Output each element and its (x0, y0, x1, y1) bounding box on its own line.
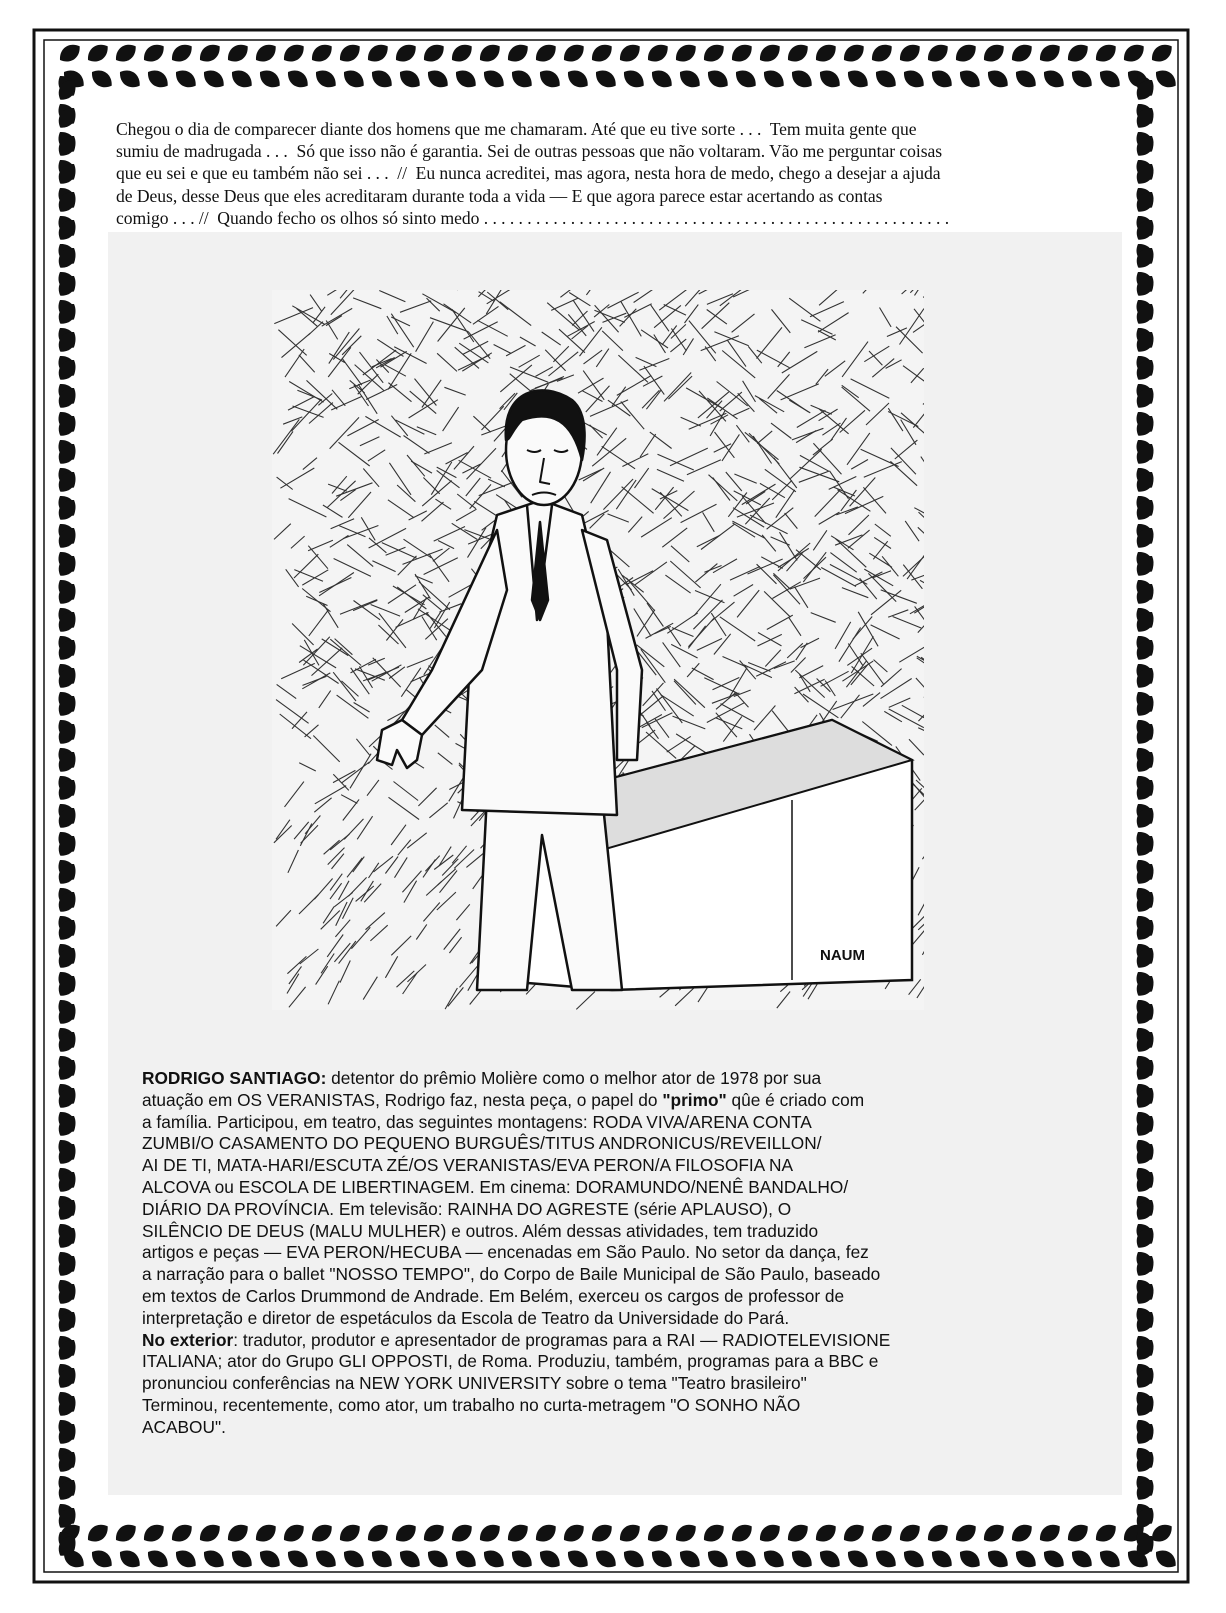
laurel-leaf (364, 1520, 392, 1546)
laurel-leaf (812, 1520, 840, 1546)
laurel-leaf (924, 40, 952, 66)
laurel-leaf (144, 1546, 172, 1572)
laurel-leaf (672, 1520, 700, 1546)
laurel-leaf (1040, 66, 1068, 92)
laurel-leaf (396, 1546, 424, 1572)
laurel-leaf (284, 66, 312, 92)
bio-line: artigos e peças — EVA PERON/HECUBA — encenadas em São Paulo. No setor da dança, fez (142, 1242, 869, 1263)
laurel-leaf (280, 40, 308, 66)
laurel-leaf (424, 66, 452, 92)
laurel-leaf (760, 1546, 788, 1572)
laurel-leaf (312, 1546, 340, 1572)
laurel-leaf (140, 1520, 168, 1546)
laurel-leaf (900, 66, 928, 92)
laurel-leaf (336, 40, 364, 66)
laurel-leaf (252, 40, 280, 66)
laurel-leaf (1092, 40, 1120, 66)
laurel-leaf (424, 1546, 452, 1572)
quote-line: comigo . . . // Quando fecho os olhos só sinto medo . . . . . . . . . . . . . . . . . . . . . . . . . . . . . . . . . . . . . . . . . . . . . . . . . . . . . . (116, 207, 950, 228)
laurel-leaf (340, 1546, 368, 1572)
laurel-leaf (1148, 40, 1176, 66)
laurel-leaf (256, 1546, 284, 1572)
laurel-leaf (368, 66, 396, 92)
laurel-leaf (620, 66, 648, 92)
laurel-leaf (256, 66, 284, 92)
laurel-leaf (616, 1520, 644, 1546)
laurel-leaf (560, 1520, 588, 1546)
actor-biography (142, 1068, 1094, 1439)
laurel-leaf (396, 66, 424, 92)
bio-line: interpretação e diretor de espetáculos da Escola de Teatro da Universidade do Pará. (142, 1307, 790, 1328)
laurel-leaf (928, 1546, 956, 1572)
laurel-leaf (588, 40, 616, 66)
laurel-leaf (1064, 1520, 1092, 1546)
laurel-leaf (476, 1520, 504, 1546)
laurel-leaf (284, 1546, 312, 1572)
laurel-leaf (1040, 1546, 1068, 1572)
actor-name: RODRIGO SANTIAGO: (142, 1068, 327, 1088)
laurel-leaf (732, 1546, 760, 1572)
laurel-leaf (1120, 40, 1148, 66)
laurel-leaf (368, 1546, 396, 1572)
laurel-leaf (844, 1546, 872, 1572)
laurel-leaf (168, 1520, 196, 1546)
laurel-leaf (984, 1546, 1012, 1572)
bio-line: em textos de Carlos Drummond de Andrade. Em Belém, exerceu os cargos de professor de (142, 1285, 845, 1306)
laurel-leaf (560, 40, 588, 66)
laurel-leaf (144, 66, 172, 92)
laurel-leaf (88, 1546, 116, 1572)
laurel-leaf (1068, 66, 1096, 92)
laurel-leaf (84, 1520, 112, 1546)
laurel-leaf (312, 66, 340, 92)
quote-line: de Deus, desse Deus que eles acreditaram durante toda a vida — E que agora parece estar acertando as contas (116, 185, 883, 206)
laurel-leaf (616, 40, 644, 66)
laurel-leaf (952, 40, 980, 66)
laurel-leaf (704, 1546, 732, 1572)
ink-illustration-seated-man (272, 290, 924, 1010)
bio-line: Terminou, recentemente, como ator, um trabalho no curta-metragem "O SONHO NÃO (142, 1394, 801, 1415)
laurel-leaf (840, 1520, 868, 1546)
laurel-leaf (200, 66, 228, 92)
laurel-leaf (480, 66, 508, 92)
laurel-leaf (504, 1520, 532, 1546)
laurel-leaf (788, 66, 816, 92)
laurel-leaf (952, 1520, 980, 1546)
laurel-leaf (1036, 40, 1064, 66)
laurel-leaf (336, 1520, 364, 1546)
laurel-leaf (1008, 40, 1036, 66)
laurel-leaf (788, 1546, 816, 1572)
laurel-leaf (508, 1546, 536, 1572)
laurel-leaf (252, 1520, 280, 1546)
laurel-leaf (872, 66, 900, 92)
laurel-leaf (704, 66, 732, 92)
laurel-leaf (200, 1546, 228, 1572)
laurel-leaf (1092, 1520, 1120, 1546)
laurel-leaf (644, 1520, 672, 1546)
laurel-leaf (228, 66, 256, 92)
laurel-leaf (924, 1520, 952, 1546)
laurel-leaf (228, 1546, 256, 1572)
laurel-leaf (88, 66, 116, 92)
laurel-leaf (956, 66, 984, 92)
laurel-leaf (364, 40, 392, 66)
laurel-leaf (224, 40, 252, 66)
laurel-leaf (700, 40, 728, 66)
laurel-leaf (784, 40, 812, 66)
laurel-leaf (956, 1546, 984, 1572)
laurel-leaf (984, 66, 1012, 92)
laurel-leaf (56, 40, 84, 66)
laurel-leaf (728, 1520, 756, 1546)
laurel-leaf (172, 66, 200, 92)
laurel-leaf (504, 40, 532, 66)
bio-line: ITALIANA; ator do Grupo GLI OPPOSTI, de Roma. Produziu, também, programas para a BBC e (142, 1351, 879, 1372)
laurel-leaf (532, 40, 560, 66)
laurel-leaf (648, 66, 676, 92)
laurel-leaf (1036, 1520, 1064, 1546)
quote-line: que eu sei e que eu também não sei . . . // Eu nunca acreditei, mas agora, nesta hora de medo, chego a desejar a ajuda (116, 163, 941, 184)
laurel-leaf (196, 40, 224, 66)
laurel-leaf (1012, 1546, 1040, 1572)
laurel-leaf (448, 1520, 476, 1546)
laurel-leaf (816, 1546, 844, 1572)
laurel-leaf (420, 40, 448, 66)
laurel-leaf (564, 1546, 592, 1572)
laurel-leaf (532, 1520, 560, 1546)
laurel-leaf (588, 1520, 616, 1546)
laurel-leaf (756, 40, 784, 66)
laurel-leaf (816, 66, 844, 92)
laurel-leaf (872, 1546, 900, 1572)
quote-line: Chegou o dia de comparecer diante dos homens que me chamaram. Até que eu tive sorte . . . Tem muita gente que (116, 119, 917, 139)
laurel-leaf (592, 1546, 620, 1572)
exterior-label: No exterior (142, 1329, 234, 1350)
laurel-leaf (112, 1520, 140, 1546)
laurel-leaf (732, 66, 760, 92)
bio-line: a família. Participou, em teatro, das seguintes montagens: RODA VIVA/ARENA CONTA (142, 1111, 812, 1132)
laurel-leaf (448, 40, 476, 66)
bio-line: a narração para o ballet "NOSSO TEMPO", do Corpo de Baile Municipal de São Paulo, baseado (142, 1264, 881, 1285)
laurel-bottom-edge (56, 1520, 1180, 1572)
laurel-leaf (812, 40, 840, 66)
laurel-left-edge (54, 72, 80, 1560)
laurel-leaf (648, 1546, 676, 1572)
bio-line: pronunciou conferências na NEW YORK UNIVERSITY sobre o tema "Teatro brasileiro" (142, 1373, 807, 1394)
laurel-leaf (928, 66, 956, 92)
laurel-leaf (340, 66, 368, 92)
laurel-leaf (172, 1546, 200, 1572)
laurel-leaf (452, 1546, 480, 1572)
laurel-leaf (672, 40, 700, 66)
laurel-leaf (756, 1520, 784, 1546)
laurel-leaf (896, 40, 924, 66)
laurel-leaf (1096, 66, 1124, 92)
laurel-right-edge (1132, 72, 1158, 1560)
laurel-leaf (728, 40, 756, 66)
laurel-leaf (840, 40, 868, 66)
bio-line: SILÊNCIO DE DEUS (MALU MULHER) e outros. Além dessas atividades, tem traduzido (142, 1220, 819, 1241)
laurel-leaf (280, 1520, 308, 1546)
laurel-leaf (140, 40, 168, 66)
laurel-leaf (476, 40, 504, 66)
laurel-leaf (112, 40, 140, 66)
laurel-leaf (760, 66, 788, 92)
laurel-leaf (700, 1520, 728, 1546)
laurel-leaf (1064, 40, 1092, 66)
laurel-leaf (1008, 1520, 1036, 1546)
laurel-leaf (1012, 66, 1040, 92)
bio-line: No exterior: tradutor, produtor e apresentador de programas para a RAI — RADIOTELEVISIONE (142, 1329, 891, 1350)
role-name: "primo" (662, 1089, 727, 1110)
laurel-leaf (116, 1546, 144, 1572)
artist-signature: NAUM (820, 947, 865, 964)
laurel-leaf (900, 1546, 928, 1572)
laurel-leaf (392, 40, 420, 66)
laurel-leaf (168, 40, 196, 66)
laurel-leaf (536, 1546, 564, 1572)
laurel-leaf (84, 40, 112, 66)
laurel-leaf (1152, 66, 1180, 92)
laurel-leaf (644, 40, 672, 66)
laurel-leaf (620, 1546, 648, 1572)
bio-line: AI DE TI, MATA-HARI/ESCUTA ZÉ/OS VERANISTAS/EVA PERON/A FILOSOFIA NA (142, 1155, 794, 1176)
bio-line: DIÁRIO DA PROVÍNCIA. Em televisão: RAINHA DO AGRESTE (série APLAUSO), O (142, 1198, 792, 1219)
laurel-leaf (844, 66, 872, 92)
laurel-leaf (536, 66, 564, 92)
laurel-leaf (1096, 1546, 1124, 1572)
laurel-leaf (676, 66, 704, 92)
laurel-leaf (784, 1520, 812, 1546)
laurel-leaf (896, 1520, 924, 1546)
monologue-quote (116, 118, 1096, 229)
laurel-leaf (452, 66, 480, 92)
laurel-leaf (868, 1520, 896, 1546)
laurel-top-edge (56, 40, 1180, 92)
laurel-leaf (592, 66, 620, 92)
laurel-leaf (308, 1520, 336, 1546)
laurel-leaf (420, 1520, 448, 1546)
laurel-leaf (676, 1546, 704, 1572)
bio-line: ALCOVA ou ESCOLA DE LIBERTINAGEM. Em cinema: DORAMUNDO/NENÊ BANDALHO/ (142, 1176, 849, 1197)
quote-line: sumiu de madrugada . . . Só que isso não é garantia. Sei de outras pessoas que não voltaram. Vão me perguntar coisas (116, 141, 943, 162)
laurel-leaf (224, 1520, 252, 1546)
laurel-leaf (1152, 1546, 1180, 1572)
laurel-leaf (392, 1520, 420, 1546)
bio-line: atuação em OS VERANISTAS, Rodrigo faz, nesta peça, o papel do "primo" qûe é criado com (142, 1089, 865, 1110)
bio-line: RODRIGO SANTIAGO: detentor do prêmio Molière como o melhor ator de 1978 por sua (142, 1068, 822, 1088)
bio-line: ACABOU". (142, 1416, 226, 1437)
bio-line: ZUMBI/O CASAMENTO DO PEQUENO BURGUÊS/TITUS ANDRONICUS/REVEILLON/ (142, 1133, 822, 1154)
laurel-leaf (1068, 1546, 1096, 1572)
laurel-leaf (564, 66, 592, 92)
laurel-leaf (980, 40, 1008, 66)
laurel-leaf (480, 1546, 508, 1572)
laurel-leaf (508, 66, 536, 92)
laurel-leaf (868, 40, 896, 66)
laurel-leaf (116, 66, 144, 92)
laurel-leaf (980, 1520, 1008, 1546)
laurel-leaf (308, 40, 336, 66)
laurel-leaf (196, 1520, 224, 1546)
